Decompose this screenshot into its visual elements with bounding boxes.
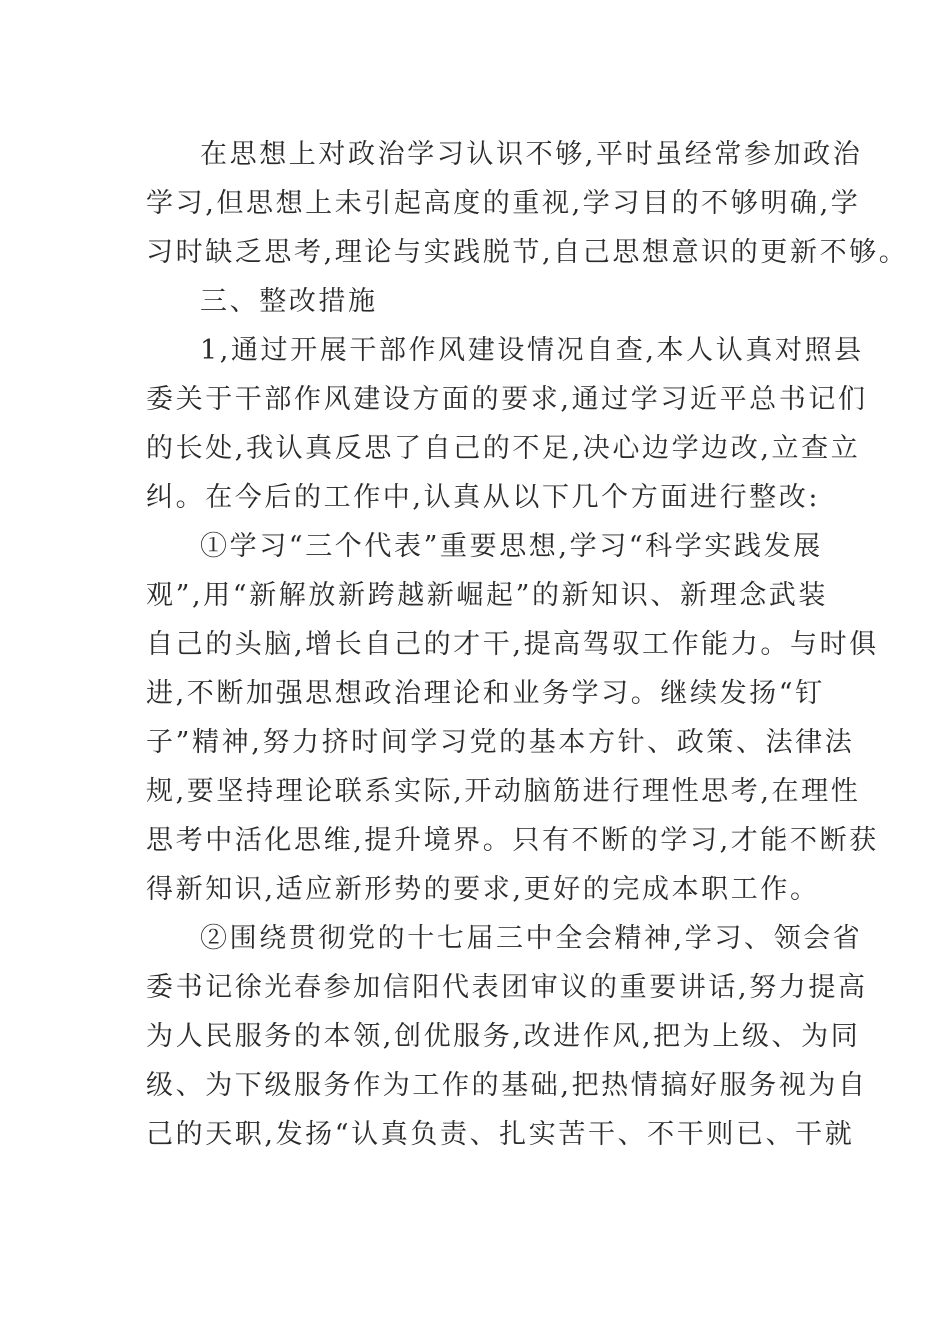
text-line: 级、为下级服务作为工作的基础,把热情搞好服务视为自 bbox=[146, 1070, 868, 1101]
text-line: 的长处,我认真反思了自己的不足,决心边学边改,立查立 bbox=[146, 433, 861, 464]
text-line: 得新知识,适应新形势的要求,更好的完成本职工作。 bbox=[146, 874, 820, 905]
text-line: 学习,但思想上未引起高度的重视,学习目的不够明确,学 bbox=[146, 188, 861, 219]
text-line: 纠。在今后的工作中,认真从以下几个方面进行整改: bbox=[146, 482, 821, 513]
text-line: 子”精神,努力挤时间学习党的基本方针、政策、法律法 bbox=[146, 727, 855, 758]
text-line: ②围绕贯彻党的十七届三中全会精神,学习、领会省 bbox=[200, 923, 863, 954]
text-line: 观”,用“新解放新跨越新崛起”的新知识、新理念武装 bbox=[146, 580, 828, 611]
section-heading: 三、整改措施 bbox=[200, 286, 378, 317]
text-line: ①学习“三个代表”重要思想,学习“科学实践发展 bbox=[200, 531, 823, 562]
text-line: 进,不断加强思想政治理论和业务学习。继续发扬“钉 bbox=[146, 678, 825, 709]
text-line: 为人民服务的本领,创优服务,改进作风,把为上级、为同 bbox=[146, 1021, 861, 1052]
text-line: 习时缺乏思考,理论与实践脱节,自己思想意识的更新不够。 bbox=[146, 237, 909, 268]
text-line: 自己的头脑,增长自己的才干,提高驾驭工作能力。与时俱 bbox=[146, 629, 879, 660]
text-line: 在思想上对政治学习认识不够,平时虽经常参加政治 bbox=[200, 139, 863, 170]
text-line: 1,通过开展干部作风建设情况自查,本人认真对照县 bbox=[200, 335, 864, 366]
text-line: 己的天职,发扬“认真负责、扎实苦干、不干则已、干就 bbox=[146, 1119, 855, 1150]
text-line: 思考中活化思维,提升境界。只有不断的学习,才能不断获 bbox=[146, 825, 879, 856]
text-line: 委关于干部作风建设方面的要求,通过学习近平总书记们 bbox=[146, 384, 868, 415]
document-body bbox=[146, 130, 909, 1159]
text-line: 规,要坚持理论联系实际,开动脑筋进行理性思考,在理性 bbox=[146, 776, 861, 807]
text-line: 委书记徐光春参加信阳代表团审议的重要讲话,努力提高 bbox=[146, 972, 868, 1003]
